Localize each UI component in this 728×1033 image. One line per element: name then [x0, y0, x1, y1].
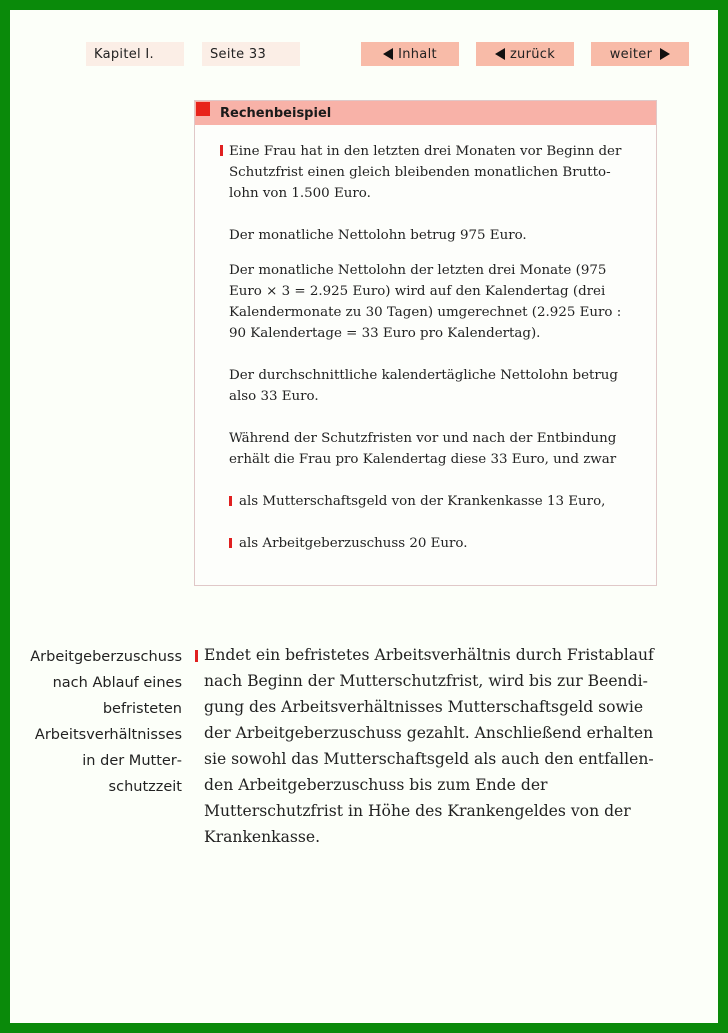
example-bullet-1: als Mutterschaftsgeld von der Krankenkasse 13 Euro, [229, 491, 639, 512]
chapter-label[interactable] [86, 42, 184, 66]
next-button[interactable] [591, 42, 689, 66]
example-paragraph-3: Der monatliche Nettolohn der letzten drei Monate (975 Euro × 3 = 2.925 Euro) wird auf den Kalendertag (drei Kalendermonate zu 30 Tagen) umgerechnet (2.925 Euro : 90 Kalendertage = 33 Euro pro Kalendertag). [229, 263, 622, 341]
example-body [229, 141, 639, 554]
contents-button[interactable] [361, 42, 459, 66]
example-header [195, 101, 656, 125]
calculation-example-box [194, 100, 657, 586]
back-label: zurück [509, 46, 556, 62]
next-label: weiter [609, 46, 653, 62]
body-paragraph: Endet ein befristetes Arbeitsverhältnis durch Fristablauf nach Beginn der Mutterschutzfrist, wird bis zur Beendigung des Arbeitsverhältnisses Mutterschaftsgeld sowie der Arbeitgeberzuschuss gezahlt. Anschließend erhalten sie sowohl das Mutterschaftsgeld als auch den entfallenden Arbeitgeberzuschuss bis zum Ende der Mutterschutzfrist in Höhe des Krankengeldes von der Krankenkasse. [204, 642, 654, 850]
example-bullet-2: als Arbeitgeberzuschuss 20 Euro. [229, 533, 639, 554]
example-paragraph-4: Der durchschnittliche kalendertägliche Nettolohn betrug also 33 Euro. [229, 368, 618, 404]
back-button[interactable] [476, 42, 574, 66]
triangle-right-icon [660, 48, 670, 60]
example-paragraph-5: Während der Schutzfristen vor und nach der Entbindung erhält die Frau pro Kalendertag diese 33 Euro, und zwar [229, 431, 617, 467]
contents-label: Inhalt [398, 46, 437, 62]
example-paragraph-2: Der monatliche Nettolohn betrug 975 Euro. [229, 228, 527, 243]
page-number-text: Seite 33 [210, 46, 267, 62]
example-paragraph-1: Eine Frau hat in den letzten drei Monaten vor Beginn der Schutzfrist einen gleich bleibenden monatlichen Bruttolohn von 1.500 Euro. [229, 141, 629, 204]
chapter-text: Kapitel I. [94, 46, 154, 62]
red-square-icon [196, 102, 210, 116]
page [10, 10, 718, 1023]
margin-heading: Arbeitgeberzuschuss nach Ablauf eines befristeten Arbeitsverhältnisses in der Mutterschutzzeit [30, 649, 182, 795]
triangle-left-icon [383, 48, 393, 60]
page-number [202, 42, 300, 66]
example-title: Rechenbeispiel [220, 105, 332, 121]
triangle-left-icon [495, 48, 505, 60]
